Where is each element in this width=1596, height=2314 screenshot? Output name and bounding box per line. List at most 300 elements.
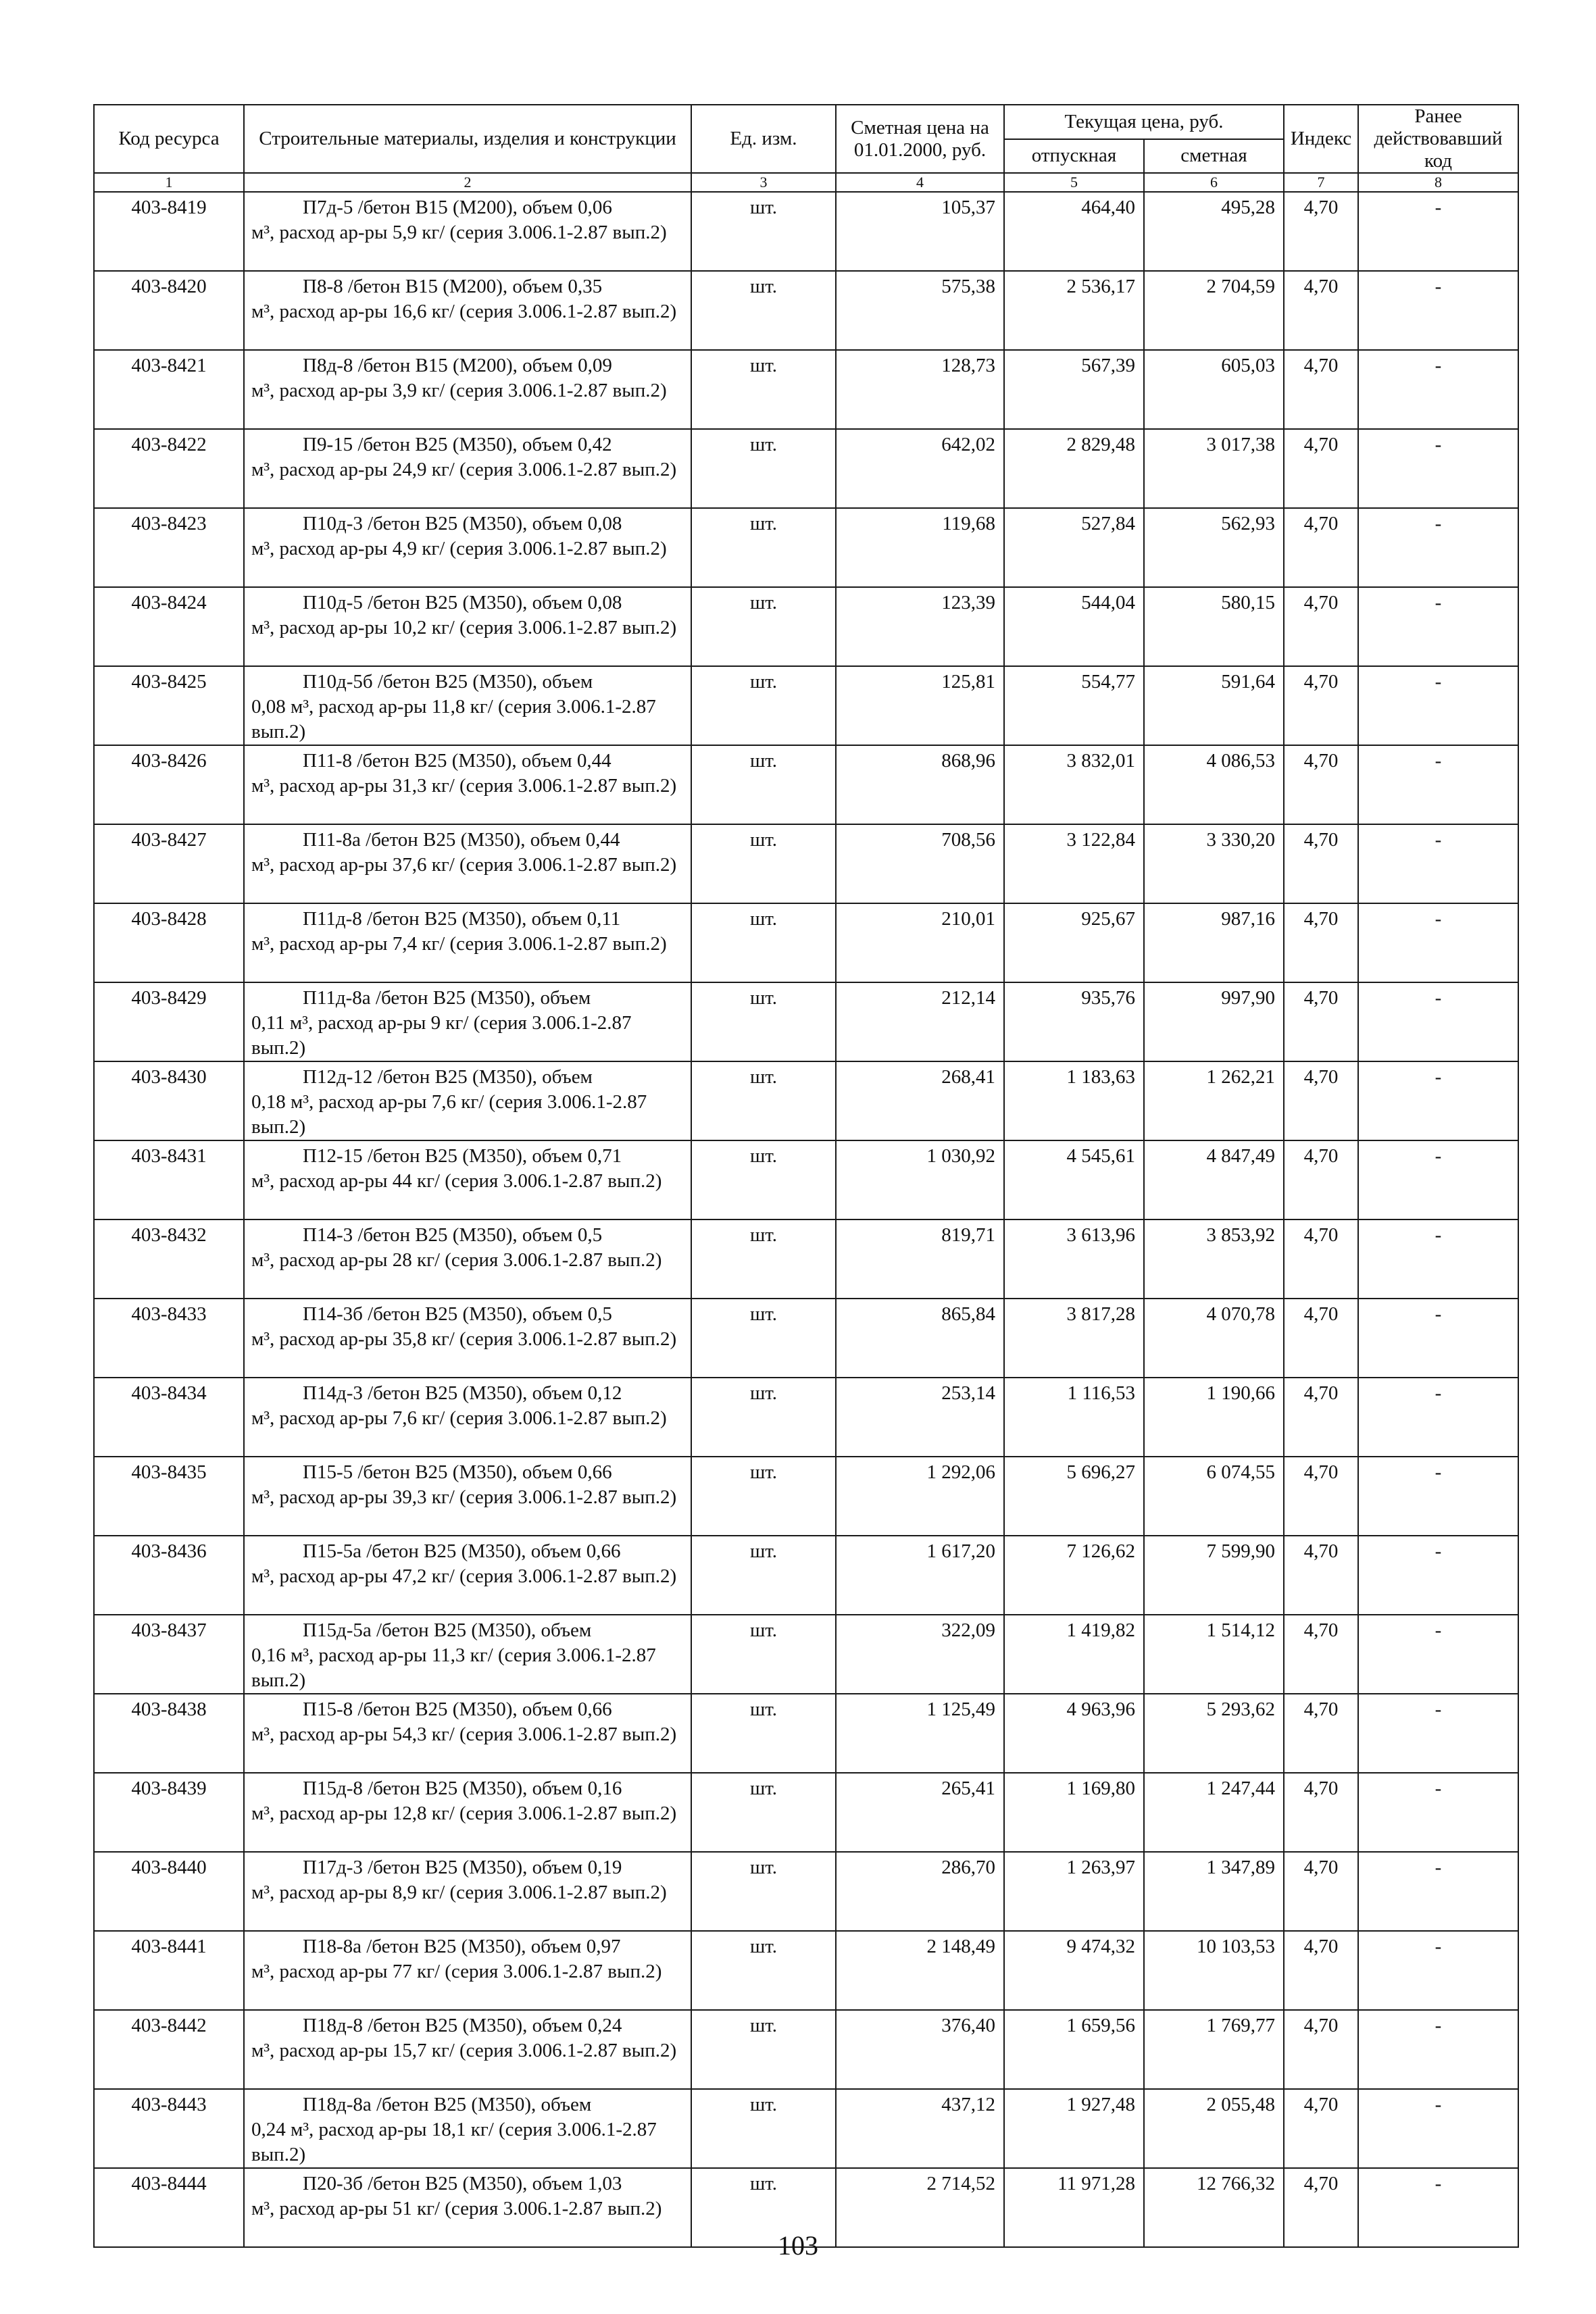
material-name-rest: м³, расход ар-ры 10,2 кг/ (серия 3.006.1-2.87 вып.2) <box>251 617 677 638</box>
unit-cell: шт. <box>691 1061 836 1140</box>
material-name-cell <box>244 1536 691 1615</box>
release-price-cell: 3 122,84 <box>1004 824 1144 903</box>
material-name-cell <box>244 745 691 824</box>
prev-code-cell: - <box>1358 2089 1518 2168</box>
index-cell: 4,70 <box>1284 271 1358 350</box>
index-cell: 4,70 <box>1284 1694 1358 1773</box>
index-cell: 4,70 <box>1284 1457 1358 1536</box>
header-prev-code: Ранее действовавший код <box>1358 105 1518 173</box>
resource-code-cell: 403-8444 <box>94 2168 244 2247</box>
material-name-rest: м³, расход ар-ры 5,9 кг/ (серия 3.006.1-2.87 вып.2) <box>251 222 667 243</box>
index-cell: 4,70 <box>1284 350 1358 429</box>
price-table <box>93 104 1519 2248</box>
material-name-cell <box>244 1299 691 1378</box>
unit-cell: шт. <box>691 1773 836 1852</box>
index-cell: 4,70 <box>1284 2010 1358 2089</box>
material-name-first-line: П11-8 /бетон В25 (М350), объем 0,44 <box>303 750 612 772</box>
column-numbers-row <box>94 173 1518 192</box>
prev-code-cell: - <box>1358 1061 1518 1140</box>
estimate-price-cell: 1 247,44 <box>1144 1773 1284 1852</box>
release-price-cell: 1 116,53 <box>1004 1378 1144 1457</box>
table-row <box>94 350 1518 429</box>
prev-code-cell: - <box>1358 1299 1518 1378</box>
unit-cell: шт. <box>691 903 836 982</box>
table-row <box>94 2089 1518 2168</box>
table-row <box>94 2010 1518 2089</box>
material-name-cell <box>244 350 691 429</box>
estimate-price-cell: 1 769,77 <box>1144 2010 1284 2089</box>
release-price-cell: 3 817,28 <box>1004 1299 1144 1378</box>
material-name-first-line: П18д-8а /бетон В25 (М350), объем <box>303 2094 592 2115</box>
material-name-cell <box>244 587 691 666</box>
prev-code-cell: - <box>1358 587 1518 666</box>
prev-code-cell: - <box>1358 1140 1518 1219</box>
table-row <box>94 1219 1518 1299</box>
column-number: 6 <box>1144 173 1284 192</box>
page-number: 103 <box>778 2230 818 2261</box>
release-price-cell: 9 474,32 <box>1004 1931 1144 2010</box>
base-price-cell: 708,56 <box>836 824 1004 903</box>
estimate-price-cell: 2 055,48 <box>1144 2089 1284 2168</box>
prev-code-cell: - <box>1358 429 1518 508</box>
table-row <box>94 271 1518 350</box>
index-cell: 4,70 <box>1284 1852 1358 1931</box>
estimate-price-cell: 997,90 <box>1144 982 1284 1061</box>
material-name-cell <box>244 666 691 745</box>
estimate-price-cell: 2 704,59 <box>1144 271 1284 350</box>
estimate-price-cell: 7 599,90 <box>1144 1536 1284 1615</box>
material-name-cell <box>244 1378 691 1457</box>
table-header <box>94 105 1518 192</box>
release-price-cell: 2 829,48 <box>1004 429 1144 508</box>
estimate-price-cell: 1 347,89 <box>1144 1852 1284 1931</box>
column-number: 2 <box>244 173 691 192</box>
resource-code-cell: 403-8441 <box>94 1931 244 2010</box>
material-name-rest: м³, расход ар-ры 35,8 кг/ (серия 3.006.1-2.87 вып.2) <box>251 1328 677 1350</box>
material-name-rest: м³, расход ар-ры 7,6 кг/ (серия 3.006.1-2.87 вып.2) <box>251 1407 667 1429</box>
material-name-first-line: П18-8а /бетон В25 (М350), объем 0,97 <box>303 1936 621 1957</box>
material-name-cell <box>244 982 691 1061</box>
material-name-cell <box>244 508 691 587</box>
release-price-cell: 1 419,82 <box>1004 1615 1144 1694</box>
unit-cell: шт. <box>691 1694 836 1773</box>
resource-code-cell: 403-8422 <box>94 429 244 508</box>
material-name-cell <box>244 1931 691 2010</box>
unit-cell: шт. <box>691 429 836 508</box>
resource-code-cell: 403-8430 <box>94 1061 244 1140</box>
release-price-cell: 464,40 <box>1004 192 1144 271</box>
unit-cell: шт. <box>691 2168 836 2247</box>
material-name-cell <box>244 824 691 903</box>
material-name-rest: м³, расход ар-ры 31,3 кг/ (серия 3.006.1-2.87 вып.2) <box>251 775 677 797</box>
prev-code-cell: - <box>1358 1615 1518 1694</box>
material-name-rest: м³, расход ар-ры 16,6 кг/ (серия 3.006.1-2.87 вып.2) <box>251 301 677 322</box>
base-price-cell: 868,96 <box>836 745 1004 824</box>
release-price-cell: 1 927,48 <box>1004 2089 1144 2168</box>
column-number: 8 <box>1358 173 1518 192</box>
estimate-price-cell: 6 074,55 <box>1144 1457 1284 1536</box>
material-name-cell <box>244 1694 691 1773</box>
index-cell: 4,70 <box>1284 666 1358 745</box>
header-index: Индекс <box>1284 105 1358 173</box>
table-row <box>94 982 1518 1061</box>
base-price-cell: 1 292,06 <box>836 1457 1004 1536</box>
table-row <box>94 1378 1518 1457</box>
material-name-first-line: П15-5 /бетон В25 (М350), объем 0,66 <box>303 1461 612 1483</box>
estimate-price-cell: 4 847,49 <box>1144 1140 1284 1219</box>
material-name-first-line: П8д-8 /бетон В15 (М200), объем 0,09 <box>303 355 612 376</box>
unit-cell: шт. <box>691 666 836 745</box>
estimate-price-cell: 1 190,66 <box>1144 1378 1284 1457</box>
table-row <box>94 1931 1518 2010</box>
material-name-rest: м³, расход ар-ры 7,4 кг/ (серия 3.006.1-2.87 вып.2) <box>251 933 667 955</box>
unit-cell: шт. <box>691 982 836 1061</box>
material-name-first-line: П11д-8 /бетон В25 (М350), объем 0,11 <box>303 908 621 930</box>
table-row <box>94 1140 1518 1219</box>
material-name-cell <box>244 271 691 350</box>
base-price-cell: 128,73 <box>836 350 1004 429</box>
material-name-first-line: П8-8 /бетон В15 (М200), объем 0,35 <box>303 276 603 297</box>
resource-code-cell: 403-8426 <box>94 745 244 824</box>
material-name-first-line: П10д-3 /бетон В25 (М350), объем 0,08 <box>303 513 622 534</box>
estimate-price-cell: 3 017,38 <box>1144 429 1284 508</box>
estimate-price-cell: 3 853,92 <box>1144 1219 1284 1299</box>
resource-code-cell: 403-8438 <box>94 1694 244 1773</box>
material-name-cell <box>244 192 691 271</box>
prev-code-cell: - <box>1358 666 1518 745</box>
base-price-cell: 119,68 <box>836 508 1004 587</box>
material-name-first-line: П15-8 /бетон В25 (М350), объем 0,66 <box>303 1699 612 1720</box>
estimate-price-cell: 1 262,21 <box>1144 1061 1284 1140</box>
material-name-cell <box>244 1457 691 1536</box>
resource-code-cell: 403-8420 <box>94 271 244 350</box>
material-name-cell <box>244 1615 691 1694</box>
index-cell: 4,70 <box>1284 1615 1358 1694</box>
material-name-first-line: П17д-3 /бетон В25 (М350), объем 0,19 <box>303 1857 622 1878</box>
index-cell: 4,70 <box>1284 587 1358 666</box>
unit-cell: шт. <box>691 271 836 350</box>
column-number: 3 <box>691 173 836 192</box>
estimate-price-cell: 591,64 <box>1144 666 1284 745</box>
table-row <box>94 587 1518 666</box>
unit-cell: шт. <box>691 587 836 666</box>
estimate-price-cell: 580,15 <box>1144 587 1284 666</box>
resource-code-cell: 403-8429 <box>94 982 244 1061</box>
unit-cell: шт. <box>691 1457 836 1536</box>
base-price-cell: 819,71 <box>836 1219 1004 1299</box>
table-row <box>94 1536 1518 1615</box>
table-row <box>94 903 1518 982</box>
index-cell: 4,70 <box>1284 508 1358 587</box>
table-body <box>94 192 1518 2247</box>
material-name-first-line: П15д-5а /бетон В25 (М350), объем <box>303 1619 592 1641</box>
table-row <box>94 1457 1518 1536</box>
unit-cell: шт. <box>691 508 836 587</box>
material-name-rest: м³, расход ар-ры 12,8 кг/ (серия 3.006.1-2.87 вып.2) <box>251 1803 677 1824</box>
release-price-cell: 3 613,96 <box>1004 1219 1144 1299</box>
prev-code-cell: - <box>1358 192 1518 271</box>
prev-code-cell: - <box>1358 1536 1518 1615</box>
unit-cell: шт. <box>691 1931 836 2010</box>
base-price-cell: 1 617,20 <box>836 1536 1004 1615</box>
resource-code-cell: 403-8419 <box>94 192 244 271</box>
unit-cell: шт. <box>691 824 836 903</box>
base-price-cell: 575,38 <box>836 271 1004 350</box>
material-name-rest: м³, расход ар-ры 54,3 кг/ (серия 3.006.1-2.87 вып.2) <box>251 1724 677 1745</box>
index-cell: 4,70 <box>1284 2168 1358 2247</box>
prev-code-cell: - <box>1358 2010 1518 2089</box>
column-number: 5 <box>1004 173 1144 192</box>
material-name-rest: м³, расход ар-ры 15,7 кг/ (серия 3.006.1-2.87 вып.2) <box>251 2040 677 2061</box>
unit-cell: шт. <box>691 2010 836 2089</box>
material-name-cell <box>244 1773 691 1852</box>
estimate-price-cell: 605,03 <box>1144 350 1284 429</box>
index-cell: 4,70 <box>1284 429 1358 508</box>
prev-code-cell: - <box>1358 982 1518 1061</box>
resource-code-cell: 403-8423 <box>94 508 244 587</box>
material-name-rest: м³, расход ар-ры 28 кг/ (серия 3.006.1-2.87 вып.2) <box>251 1249 662 1271</box>
estimate-price-cell: 987,16 <box>1144 903 1284 982</box>
material-name-first-line: П20-3б /бетон В25 (М350), объем 1,03 <box>303 2173 622 2194</box>
prev-code-cell: - <box>1358 824 1518 903</box>
release-price-cell: 7 126,62 <box>1004 1536 1144 1615</box>
material-name-rest: 0,24 м³, расход ар-ры 18,1 кг/ (серия 3.006.1-2.87 вып.2) <box>251 2119 657 2165</box>
material-name-rest: 0,11 м³, расход ар-ры 9 кг/ (серия 3.006.1-2.87 вып.2) <box>251 1012 632 1059</box>
material-name-rest: м³, расход ар-ры 47,2 кг/ (серия 3.006.1-2.87 вып.2) <box>251 1565 677 1587</box>
resource-code-cell: 403-8433 <box>94 1299 244 1378</box>
material-name-first-line: П12-15 /бетон В25 (М350), объем 0,71 <box>303 1145 622 1167</box>
header-current-price: Текущая цена, руб. <box>1004 105 1284 139</box>
table-row <box>94 1615 1518 1694</box>
material-name-first-line: П14-3б /бетон В25 (М350), объем 0,5 <box>303 1303 612 1325</box>
prev-code-cell: - <box>1358 1852 1518 1931</box>
header-release: отпускная <box>1004 139 1144 174</box>
release-price-cell: 5 696,27 <box>1004 1457 1144 1536</box>
unit-cell: шт. <box>691 745 836 824</box>
material-name-first-line: П14-3 /бетон В25 (М350), объем 0,5 <box>303 1224 603 1246</box>
material-name-rest: м³, расход ар-ры 77 кг/ (серия 3.006.1-2.87 вып.2) <box>251 1961 662 1982</box>
material-name-first-line: П15-5а /бетон В25 (М350), объем 0,66 <box>303 1540 621 1562</box>
prev-code-cell: - <box>1358 1219 1518 1299</box>
base-price-cell: 865,84 <box>836 1299 1004 1378</box>
resource-code-cell: 403-8437 <box>94 1615 244 1694</box>
material-name-rest: м³, расход ар-ры 39,3 кг/ (серия 3.006.1-2.87 вып.2) <box>251 1486 677 1508</box>
release-price-cell: 554,77 <box>1004 666 1144 745</box>
prev-code-cell: - <box>1358 271 1518 350</box>
estimate-price-cell: 4 070,78 <box>1144 1299 1284 1378</box>
prev-code-cell: - <box>1358 350 1518 429</box>
estimate-price-cell: 4 086,53 <box>1144 745 1284 824</box>
material-name-first-line: П11-8а /бетон В25 (М350), объем 0,44 <box>303 829 620 851</box>
index-cell: 4,70 <box>1284 2089 1358 2168</box>
estimate-price-cell: 495,28 <box>1144 192 1284 271</box>
index-cell: 4,70 <box>1284 982 1358 1061</box>
material-name-rest: 0,18 м³, расход ар-ры 7,6 кг/ (серия 3.006.1-2.87 вып.2) <box>251 1091 647 1138</box>
resource-code-cell: 403-8425 <box>94 666 244 745</box>
release-price-cell: 1 169,80 <box>1004 1773 1144 1852</box>
release-price-cell: 4 545,61 <box>1004 1140 1144 1219</box>
header-name: Строительные материалы, изделия и конструкции <box>244 105 691 173</box>
material-name-first-line: П18д-8 /бетон В25 (М350), объем 0,24 <box>303 2015 622 2036</box>
index-cell: 4,70 <box>1284 1140 1358 1219</box>
header-unit: Ед. изм. <box>691 105 836 173</box>
material-name-cell <box>244 1061 691 1140</box>
material-name-first-line: П11д-8а /бетон В25 (М350), объем <box>303 987 591 1009</box>
estimate-price-cell: 10 103,53 <box>1144 1931 1284 2010</box>
unit-cell: шт. <box>691 1378 836 1457</box>
column-number: 1 <box>94 173 244 192</box>
index-cell: 4,70 <box>1284 824 1358 903</box>
base-price-cell: 212,14 <box>836 982 1004 1061</box>
material-name-first-line: П10д-5б /бетон В25 (М350), объем <box>303 671 593 693</box>
base-price-cell: 642,02 <box>836 429 1004 508</box>
prev-code-cell: - <box>1358 508 1518 587</box>
material-name-first-line: П7д-5 /бетон В15 (М200), объем 0,06 <box>303 197 612 218</box>
material-name-cell <box>244 1219 691 1299</box>
release-price-cell: 11 971,28 <box>1004 2168 1144 2247</box>
estimate-price-cell: 5 293,62 <box>1144 1694 1284 1773</box>
table-row <box>94 1061 1518 1140</box>
base-price-cell: 1 030,92 <box>836 1140 1004 1219</box>
header-estimate: сметная <box>1144 139 1284 174</box>
table-row <box>94 1773 1518 1852</box>
release-price-cell: 1 183,63 <box>1004 1061 1144 1140</box>
material-name-rest: м³, расход ар-ры 24,9 кг/ (серия 3.006.1-2.87 вып.2) <box>251 459 677 480</box>
table-row <box>94 429 1518 508</box>
resource-code-cell: 403-8424 <box>94 587 244 666</box>
table-row <box>94 1694 1518 1773</box>
base-price-cell: 253,14 <box>836 1378 1004 1457</box>
unit-cell: шт. <box>691 1615 836 1694</box>
release-price-cell: 4 963,96 <box>1004 1694 1144 1773</box>
index-cell: 4,70 <box>1284 192 1358 271</box>
prev-code-cell: - <box>1358 1773 1518 1852</box>
index-cell: 4,70 <box>1284 1773 1358 1852</box>
table-row <box>94 1852 1518 1931</box>
base-price-cell: 105,37 <box>836 192 1004 271</box>
estimate-price-cell: 562,93 <box>1144 508 1284 587</box>
material-name-rest: м³, расход ар-ры 44 кг/ (серия 3.006.1-2.87 вып.2) <box>251 1170 662 1192</box>
table-row <box>94 192 1518 271</box>
base-price-cell: 210,01 <box>836 903 1004 982</box>
material-name-cell <box>244 1140 691 1219</box>
unit-cell: шт. <box>691 1299 836 1378</box>
release-price-cell: 567,39 <box>1004 350 1144 429</box>
unit-cell: шт. <box>691 1140 836 1219</box>
index-cell: 4,70 <box>1284 903 1358 982</box>
material-name-cell <box>244 2010 691 2089</box>
release-price-cell: 3 832,01 <box>1004 745 1144 824</box>
material-name-cell <box>244 1852 691 1931</box>
base-price-cell: 125,81 <box>836 666 1004 745</box>
material-name-rest: м³, расход ар-ры 37,6 кг/ (серия 3.006.1-2.87 вып.2) <box>251 854 677 876</box>
release-price-cell: 544,04 <box>1004 587 1144 666</box>
index-cell: 4,70 <box>1284 745 1358 824</box>
material-name-first-line: П15д-8 /бетон В25 (М350), объем 0,16 <box>303 1778 622 1799</box>
base-price-cell: 437,12 <box>836 2089 1004 2168</box>
estimate-price-cell: 12 766,32 <box>1144 2168 1284 2247</box>
unit-cell: шт. <box>691 192 836 271</box>
resource-code-cell: 403-8428 <box>94 903 244 982</box>
resource-code-cell: 403-8421 <box>94 350 244 429</box>
estimate-price-cell: 1 514,12 <box>1144 1615 1284 1694</box>
resource-code-cell: 403-8434 <box>94 1378 244 1457</box>
resource-code-cell: 403-8435 <box>94 1457 244 1536</box>
resource-code-cell: 403-8427 <box>94 824 244 903</box>
material-name-first-line: П14д-3 /бетон В25 (М350), объем 0,12 <box>303 1382 622 1404</box>
prev-code-cell: - <box>1358 1694 1518 1773</box>
prev-code-cell: - <box>1358 903 1518 982</box>
material-name-rest: 0,08 м³, расход ар-ры 11,8 кг/ (серия 3.006.1-2.87 вып.2) <box>251 696 656 743</box>
unit-cell: шт. <box>691 1852 836 1931</box>
base-price-cell: 322,09 <box>836 1615 1004 1694</box>
resource-code-cell: 403-8432 <box>94 1219 244 1299</box>
material-name-first-line: П10д-5 /бетон В25 (М350), объем 0,08 <box>303 592 622 613</box>
resource-code-cell: 403-8442 <box>94 2010 244 2089</box>
table-row <box>94 824 1518 903</box>
resource-code-cell: 403-8439 <box>94 1773 244 1852</box>
release-price-cell: 2 536,17 <box>1004 271 1144 350</box>
table-row <box>94 1299 1518 1378</box>
material-name-first-line: П9-15 /бетон В25 (М350), объем 0,42 <box>303 434 612 455</box>
base-price-cell: 1 125,49 <box>836 1694 1004 1773</box>
header-code: Код ресурса <box>94 105 244 173</box>
base-price-cell: 268,41 <box>836 1061 1004 1140</box>
unit-cell: шт. <box>691 1536 836 1615</box>
material-name-rest: м³, расход ар-ры 51 кг/ (серия 3.006.1-2.87 вып.2) <box>251 2198 662 2219</box>
resource-code-cell: 403-8443 <box>94 2089 244 2168</box>
index-cell: 4,70 <box>1284 1299 1358 1378</box>
release-price-cell: 925,67 <box>1004 903 1144 982</box>
prev-code-cell: - <box>1358 2168 1518 2247</box>
column-number: 7 <box>1284 173 1358 192</box>
base-price-cell: 376,40 <box>836 2010 1004 2089</box>
index-cell: 4,70 <box>1284 1378 1358 1457</box>
resource-code-cell: 403-8431 <box>94 1140 244 1219</box>
prev-code-cell: - <box>1358 745 1518 824</box>
estimate-price-cell: 3 330,20 <box>1144 824 1284 903</box>
table-row <box>94 745 1518 824</box>
material-name-cell <box>244 2089 691 2168</box>
table-row <box>94 508 1518 587</box>
base-price-cell: 2 148,49 <box>836 1931 1004 2010</box>
table-row <box>94 666 1518 745</box>
unit-cell: шт. <box>691 350 836 429</box>
resource-code-cell: 403-8440 <box>94 1852 244 1931</box>
release-price-cell: 1 659,56 <box>1004 2010 1144 2089</box>
material-name-cell <box>244 429 691 508</box>
base-price-cell: 286,70 <box>836 1852 1004 1931</box>
index-cell: 4,70 <box>1284 1931 1358 2010</box>
release-price-cell: 527,84 <box>1004 508 1144 587</box>
prev-code-cell: - <box>1358 1378 1518 1457</box>
prev-code-cell: - <box>1358 1457 1518 1536</box>
material-name-rest: м³, расход ар-ры 8,9 кг/ (серия 3.006.1-2.87 вып.2) <box>251 1882 667 1903</box>
base-price-cell: 123,39 <box>836 587 1004 666</box>
unit-cell: шт. <box>691 1219 836 1299</box>
material-name-rest: м³, расход ар-ры 3,9 кг/ (серия 3.006.1-2.87 вып.2) <box>251 380 667 401</box>
index-cell: 4,70 <box>1284 1536 1358 1615</box>
column-number: 4 <box>836 173 1004 192</box>
material-name-rest: м³, расход ар-ры 4,9 кг/ (серия 3.006.1-2.87 вып.2) <box>251 538 667 559</box>
header-base-price: Сметная цена на 01.01.2000, руб. <box>836 105 1004 173</box>
release-price-cell: 935,76 <box>1004 982 1144 1061</box>
index-cell: 4,70 <box>1284 1061 1358 1140</box>
base-price-cell: 265,41 <box>836 1773 1004 1852</box>
material-name-rest: 0,16 м³, расход ар-ры 11,3 кг/ (серия 3.006.1-2.87 вып.2) <box>251 1644 656 1691</box>
base-price-cell: 2 714,52 <box>836 2168 1004 2247</box>
index-cell: 4,70 <box>1284 1219 1358 1299</box>
